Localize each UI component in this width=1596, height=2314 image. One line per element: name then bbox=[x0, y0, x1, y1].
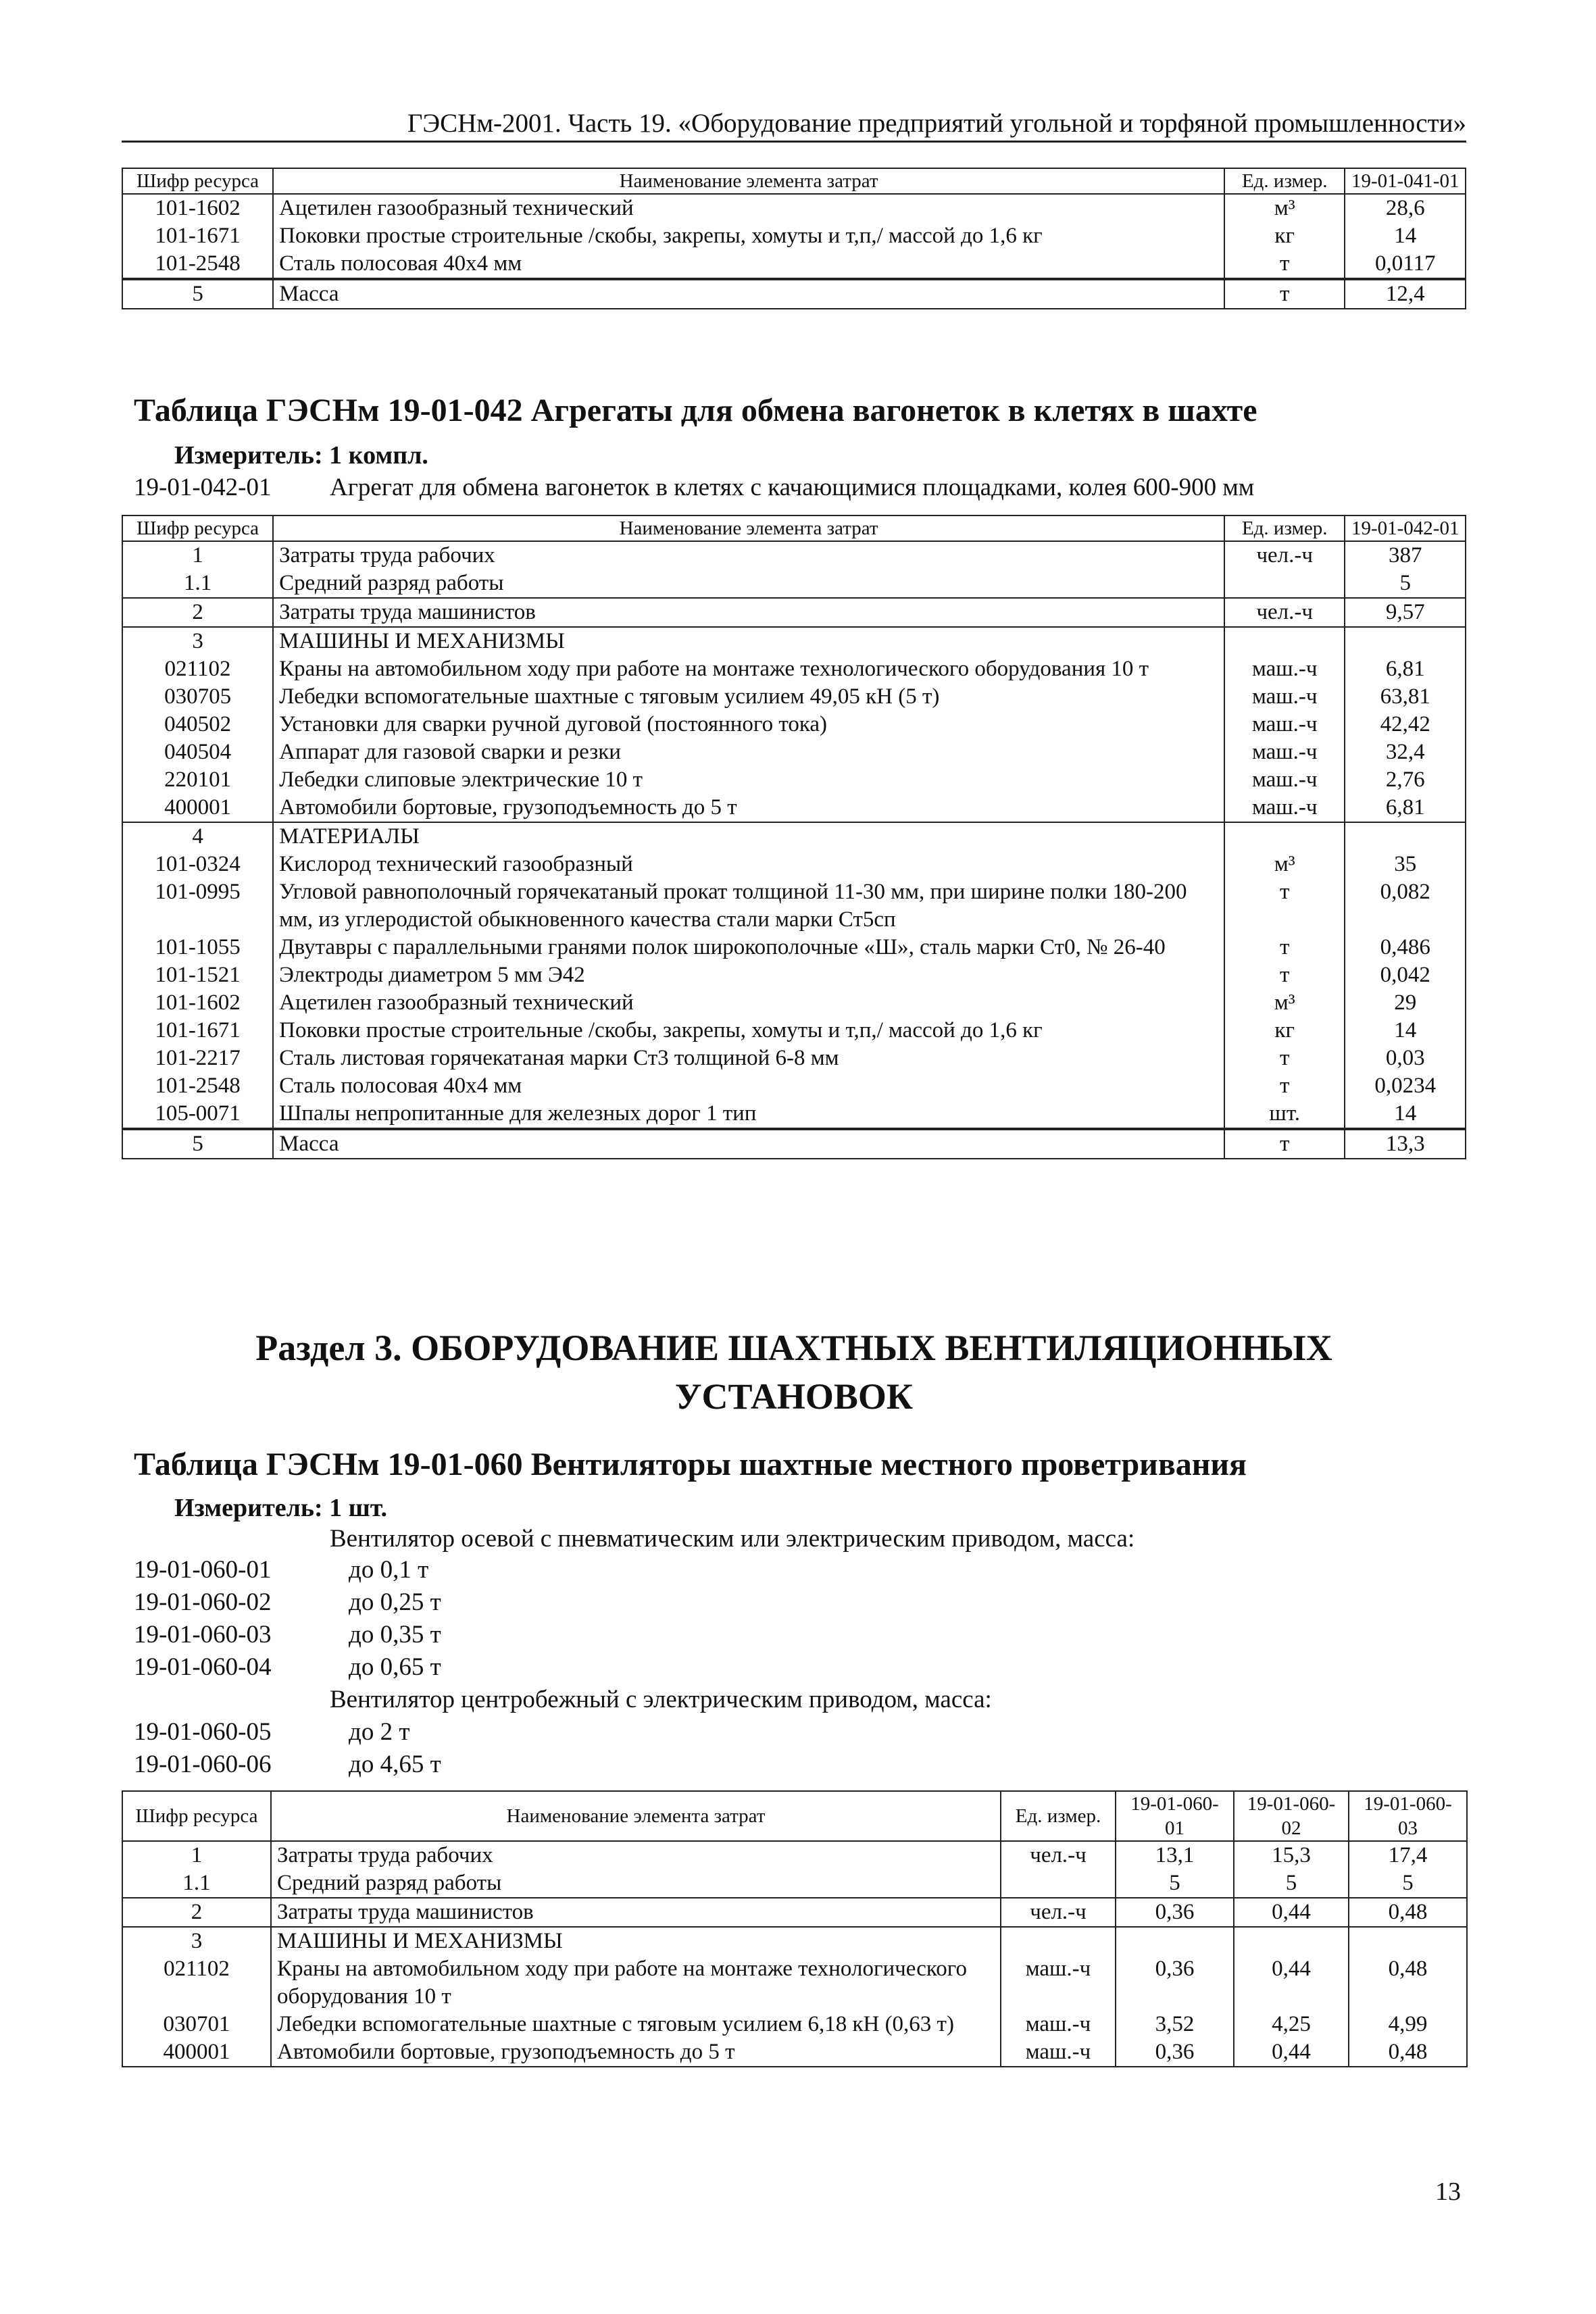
row-code: 030705 bbox=[122, 683, 273, 711]
row-code: 3 bbox=[122, 1927, 271, 1955]
row-code: 1 bbox=[122, 1841, 271, 1869]
row-code: 101-1602 bbox=[122, 989, 273, 1017]
row-unit: маш.-ч bbox=[1224, 655, 1345, 683]
col-header-code: Шифр ресурса bbox=[122, 1791, 271, 1841]
col-header-name: Наименование элемента затрат bbox=[273, 168, 1224, 194]
row-code: 4 bbox=[122, 822, 273, 851]
col-header-unit: Ед. измер. bbox=[1224, 515, 1345, 541]
section-heading: МАШИНЫ И МЕХАНИЗМЫ bbox=[271, 1927, 1001, 1955]
row-name: Ацетилен газообразный технический bbox=[273, 194, 1224, 222]
row-code: 101-1671 bbox=[122, 1017, 273, 1045]
empty-cell bbox=[1345, 822, 1466, 851]
row-value: 17,4 bbox=[1349, 1841, 1467, 1869]
row-name: Аппарат для газовой сварки и резки bbox=[273, 738, 1224, 766]
row-value: 5 bbox=[1116, 1869, 1234, 1898]
row-unit: т bbox=[1224, 1045, 1345, 1072]
row-unit: маш.-ч bbox=[1224, 738, 1345, 766]
row-unit bbox=[1001, 1869, 1116, 1898]
row-name: Затраты труда машинистов bbox=[271, 1898, 1001, 1927]
row-name: Поковки простые строительные /скобы, закрепы, хомуты и т,п,/ массой до 1,6 кг bbox=[273, 222, 1224, 250]
table-row bbox=[122, 851, 1466, 878]
table-042-item-code: 19-01-042-01 bbox=[134, 474, 272, 501]
grade-row bbox=[122, 570, 1466, 598]
col-header-060-01: 19-01-060-01 bbox=[1116, 1791, 1234, 1841]
table-042-title: Таблица ГЭСНм 19-01-042 Агрегаты для обмена вагонеток в клетях в шахте bbox=[134, 393, 1257, 428]
row-code: 5 bbox=[122, 1129, 273, 1159]
mass-row bbox=[122, 1129, 1466, 1159]
item-code: 19-01-060-04 bbox=[134, 1653, 272, 1681]
section-heading-line1: Раздел 3. ОБОРУДОВАНИЕ ШАХТНЫХ ВЕНТИЛЯЦИОННЫХ bbox=[255, 1328, 1332, 1368]
row-value: 29 bbox=[1345, 989, 1466, 1017]
row-value: 42,42 bbox=[1345, 711, 1466, 738]
row-value: 0,36 bbox=[1116, 1898, 1234, 1927]
empty-cell bbox=[1349, 1927, 1467, 1955]
table-row bbox=[122, 711, 1466, 738]
row-name: Электроды диаметром 5 мм Э42 bbox=[273, 961, 1224, 989]
row-unit: т bbox=[1224, 279, 1345, 309]
table-row bbox=[122, 878, 1466, 934]
row-value: 0,082 bbox=[1345, 878, 1466, 934]
col-header-041-01: 19-01-041-01 bbox=[1345, 168, 1466, 194]
item-code: 19-01-060-05 bbox=[134, 1718, 272, 1746]
row-code: 1 bbox=[122, 541, 273, 570]
table-041-continuation bbox=[122, 168, 1466, 309]
row-value: 13,1 bbox=[1116, 1841, 1234, 1869]
table-060 bbox=[122, 1790, 1468, 2067]
row-code: 021102 bbox=[122, 655, 273, 683]
row-code: 400001 bbox=[122, 2038, 271, 2067]
table-row bbox=[122, 794, 1466, 822]
table-row bbox=[122, 1955, 1467, 2011]
materials-heading-row bbox=[122, 822, 1466, 851]
row-code: 1.1 bbox=[122, 570, 273, 598]
row-code: 021102 bbox=[122, 1955, 271, 2011]
group-2-label: Вентилятор центробежный с электрическим приводом, масса: bbox=[330, 1686, 992, 1713]
row-unit bbox=[1224, 570, 1345, 598]
row-unit: м³ bbox=[1224, 194, 1345, 222]
row-value: 28,6 bbox=[1345, 194, 1466, 222]
table-row bbox=[122, 1100, 1466, 1129]
table-row bbox=[122, 766, 1466, 794]
row-name: Затраты труда рабочих bbox=[271, 1841, 1001, 1869]
row-value: 14 bbox=[1345, 222, 1466, 250]
row-value: 2,76 bbox=[1345, 766, 1466, 794]
row-value: 14 bbox=[1345, 1100, 1466, 1129]
operators-row bbox=[122, 1898, 1467, 1927]
row-name: Масса bbox=[273, 279, 1224, 309]
row-value: 35 bbox=[1345, 851, 1466, 878]
row-unit: чел.-ч bbox=[1224, 598, 1345, 627]
row-unit: кг bbox=[1224, 1017, 1345, 1045]
row-value: 0,48 bbox=[1349, 1898, 1467, 1927]
col-header-name: Наименование элемента затрат bbox=[273, 515, 1224, 541]
col-header-060-03: 19-01-060-03 bbox=[1349, 1791, 1467, 1841]
item-text: до 4,65 т bbox=[349, 1751, 441, 1778]
row-value: 0,44 bbox=[1234, 2038, 1349, 2067]
row-value: 0,042 bbox=[1345, 961, 1466, 989]
running-header: ГЭСНм-2001. Часть 19. «Оборудование предприятий угольной и торфяной промышленности» bbox=[407, 109, 1466, 138]
row-code: 101-1055 bbox=[122, 934, 273, 961]
row-code: 030701 bbox=[122, 2011, 271, 2038]
row-unit: маш.-ч bbox=[1001, 1955, 1116, 2011]
row-code: 400001 bbox=[122, 794, 273, 822]
table-row bbox=[122, 194, 1466, 222]
labor-row bbox=[122, 541, 1466, 570]
col-header-060-02: 19-01-060-02 bbox=[1234, 1791, 1349, 1841]
empty-cell bbox=[1224, 627, 1345, 655]
row-code: 101-2217 bbox=[122, 1045, 273, 1072]
row-value: 0,0234 bbox=[1345, 1072, 1466, 1100]
row-name: Установки для сварки ручной дуговой (постоянного тока) bbox=[273, 711, 1224, 738]
row-unit: т bbox=[1224, 934, 1345, 961]
table-row bbox=[122, 934, 1466, 961]
row-value: 6,81 bbox=[1345, 794, 1466, 822]
row-unit: т bbox=[1224, 878, 1345, 934]
item-text: до 2 т bbox=[349, 1718, 410, 1746]
row-unit: маш.-ч bbox=[1224, 794, 1345, 822]
row-unit: маш.-ч bbox=[1224, 683, 1345, 711]
row-name: Затраты труда рабочих bbox=[273, 541, 1224, 570]
table-row bbox=[122, 683, 1466, 711]
row-code: 101-1602 bbox=[122, 194, 273, 222]
row-value: 4,25 bbox=[1234, 2011, 1349, 2038]
row-name: Поковки простые строительные /скобы, закрепы, хомуты и т,п,/ массой до 1,6 кг bbox=[273, 1017, 1224, 1045]
row-unit: т bbox=[1224, 1129, 1345, 1159]
item-text: до 0,35 т bbox=[349, 1621, 441, 1649]
col-header-unit: Ед. измер. bbox=[1224, 168, 1345, 194]
row-name: Сталь листовая горячекатаная марки Ст3 толщиной 6-8 мм bbox=[273, 1045, 1224, 1072]
mass-row bbox=[122, 279, 1466, 309]
section-heading: МАТЕРИАЛЫ bbox=[273, 822, 1224, 851]
row-code: 101-0995 bbox=[122, 878, 273, 934]
row-unit: маш.-ч bbox=[1224, 766, 1345, 794]
col-header-name: Наименование элемента затрат bbox=[271, 1791, 1001, 1841]
table-row bbox=[122, 2038, 1467, 2067]
row-value: 0,48 bbox=[1349, 2038, 1467, 2067]
row-unit: маш.-ч bbox=[1224, 711, 1345, 738]
item-code: 19-01-060-01 bbox=[134, 1556, 272, 1584]
table-row bbox=[122, 1017, 1466, 1045]
row-code: 2 bbox=[122, 1898, 271, 1927]
row-value: 0,36 bbox=[1116, 1955, 1234, 2011]
row-code: 040502 bbox=[122, 711, 273, 738]
table-060-measure: Измеритель: 1 шт. bbox=[174, 1494, 388, 1522]
row-value: 15,3 bbox=[1234, 1841, 1349, 1869]
row-name: Лебедки вспомогательные шахтные с тяговым усилием 49,05 кН (5 т) bbox=[273, 683, 1224, 711]
labor-row bbox=[122, 1841, 1467, 1869]
row-name: Автомобили бортовые, грузоподъемность до 5 т bbox=[273, 794, 1224, 822]
row-unit: чел.-ч bbox=[1224, 541, 1345, 570]
row-value: 3,52 bbox=[1116, 2011, 1234, 2038]
row-code: 101-2548 bbox=[122, 1072, 273, 1100]
item-text: до 0,25 т bbox=[349, 1588, 441, 1616]
table-row bbox=[122, 655, 1466, 683]
row-unit: маш.-ч bbox=[1001, 2038, 1116, 2067]
row-unit: м³ bbox=[1224, 851, 1345, 878]
row-name: Краны на автомобильном ходу при работе на монтаже технологического оборудования 10 т bbox=[273, 655, 1224, 683]
row-name: Автомобили бортовые, грузоподъемность до 5 т bbox=[271, 2038, 1001, 2067]
table-row bbox=[122, 222, 1466, 250]
empty-cell bbox=[1224, 822, 1345, 851]
col-header-042-01: 19-01-042-01 bbox=[1345, 515, 1466, 541]
row-value: 0,36 bbox=[1116, 2038, 1234, 2067]
row-value: 32,4 bbox=[1345, 738, 1466, 766]
table-row bbox=[122, 250, 1466, 279]
row-value: 9,57 bbox=[1345, 598, 1466, 627]
row-code: 040504 bbox=[122, 738, 273, 766]
row-value: 12,4 bbox=[1345, 279, 1466, 309]
row-name: Угловой равнополочный горячекатаный прокат толщиной 11-30 мм, при ширине полки 180-200 мм, из углеродистой обыкновенного качества стали марки Ст5сп bbox=[273, 878, 1224, 934]
row-value: 6,81 bbox=[1345, 655, 1466, 683]
row-value: 0,44 bbox=[1234, 1955, 1349, 2011]
row-name: Масса bbox=[273, 1129, 1224, 1159]
row-code: 1.1 bbox=[122, 1869, 271, 1898]
row-value: 4,99 bbox=[1349, 2011, 1467, 2038]
machines-heading-row bbox=[122, 1927, 1467, 1955]
row-unit: шт. bbox=[1224, 1100, 1345, 1129]
row-name: Кислород технический газообразный bbox=[273, 851, 1224, 878]
page-number: 13 bbox=[1435, 2178, 1461, 2206]
row-name: Затраты труда машинистов bbox=[273, 598, 1224, 627]
row-name: Лебедки вспомогательные шахтные с тяговым усилием 6,18 кН (0,63 т) bbox=[271, 2011, 1001, 2038]
empty-cell bbox=[1116, 1927, 1234, 1955]
row-unit: маш.-ч bbox=[1001, 2011, 1116, 2038]
row-name: Двутавры с параллельными гранями полок широкополочные «Ш», сталь марки Ст0, № 26-40 bbox=[273, 934, 1224, 961]
item-text: до 0,65 т bbox=[349, 1653, 441, 1681]
row-code: 101-0324 bbox=[122, 851, 273, 878]
row-unit: м³ bbox=[1224, 989, 1345, 1017]
row-unit: т bbox=[1224, 1072, 1345, 1100]
row-code: 105-0071 bbox=[122, 1100, 273, 1129]
row-value: 14 bbox=[1345, 1017, 1466, 1045]
section-heading: МАШИНЫ И МЕХАНИЗМЫ bbox=[273, 627, 1224, 655]
row-name: Краны на автомобильном ходу при работе на монтаже технологического оборудования 10 т bbox=[271, 1955, 1001, 2011]
table-row bbox=[122, 2011, 1467, 2038]
header-rule bbox=[122, 141, 1466, 143]
row-value: 13,3 bbox=[1345, 1129, 1466, 1159]
item-code: 19-01-060-02 bbox=[134, 1588, 272, 1616]
row-value: 5 bbox=[1345, 570, 1466, 598]
row-unit: кг bbox=[1224, 222, 1345, 250]
item-code: 19-01-060-03 bbox=[134, 1621, 272, 1649]
table-042-item-text: Агрегат для обмена вагонеток в клетях с качающимися площадками, колея 600-900 мм bbox=[330, 474, 1255, 501]
row-name: Сталь полосовая 40х4 мм bbox=[273, 250, 1224, 279]
empty-cell bbox=[1234, 1927, 1349, 1955]
row-code: 2 bbox=[122, 598, 273, 627]
row-name: Средний разряд работы bbox=[273, 570, 1224, 598]
row-code: 5 bbox=[122, 279, 273, 309]
col-header-unit: Ед. измер. bbox=[1001, 1791, 1116, 1841]
row-value: 0,48 bbox=[1349, 1955, 1467, 2011]
operators-row bbox=[122, 598, 1466, 627]
row-value: 0,44 bbox=[1234, 1898, 1349, 1927]
table-row bbox=[122, 989, 1466, 1017]
row-name: Лебедки слиповые электрические 10 т bbox=[273, 766, 1224, 794]
row-code: 3 bbox=[122, 627, 273, 655]
row-value: 0,0117 bbox=[1345, 250, 1466, 279]
row-unit: чел.-ч bbox=[1001, 1898, 1116, 1927]
row-name: Ацетилен газообразный технический bbox=[273, 989, 1224, 1017]
row-value: 5 bbox=[1234, 1869, 1349, 1898]
table-row bbox=[122, 738, 1466, 766]
row-unit: т bbox=[1224, 250, 1345, 279]
row-value: 0,03 bbox=[1345, 1045, 1466, 1072]
group-1-label: Вентилятор осевой с пневматическим или электрическим приводом, масса: bbox=[330, 1525, 1135, 1553]
grade-row bbox=[122, 1869, 1467, 1898]
row-code: 101-1521 bbox=[122, 961, 273, 989]
machines-heading-row bbox=[122, 627, 1466, 655]
col-header-code: Шифр ресурса bbox=[122, 168, 273, 194]
row-code: 101-2548 bbox=[122, 250, 273, 279]
row-name: Средний разряд работы bbox=[271, 1869, 1001, 1898]
row-value: 0,486 bbox=[1345, 934, 1466, 961]
row-unit: чел.-ч bbox=[1001, 1841, 1116, 1869]
section-heading-line2: УСТАНОВОК bbox=[674, 1376, 914, 1417]
row-code: 220101 bbox=[122, 766, 273, 794]
table-060-title: Таблица ГЭСНм 19-01-060 Вентиляторы шахтные местного проветривания bbox=[134, 1447, 1247, 1482]
table-row bbox=[122, 1072, 1466, 1100]
empty-cell bbox=[1345, 627, 1466, 655]
col-header-code: Шифр ресурса bbox=[122, 515, 273, 541]
row-name: Сталь полосовая 40х4 мм bbox=[273, 1072, 1224, 1100]
row-value: 63,81 bbox=[1345, 683, 1466, 711]
table-042 bbox=[122, 515, 1466, 1159]
row-code: 101-1671 bbox=[122, 222, 273, 250]
item-code: 19-01-060-06 bbox=[134, 1751, 272, 1778]
table-042-measure: Измеритель: 1 компл. bbox=[174, 441, 428, 470]
row-unit: т bbox=[1224, 961, 1345, 989]
row-value: 387 bbox=[1345, 541, 1466, 570]
row-value: 5 bbox=[1349, 1869, 1467, 1898]
item-text: до 0,1 т bbox=[349, 1556, 429, 1584]
table-row bbox=[122, 1045, 1466, 1072]
empty-cell bbox=[1001, 1927, 1116, 1955]
row-name: Шпалы непропитанные для железных дорог 1 тип bbox=[273, 1100, 1224, 1129]
table-row bbox=[122, 961, 1466, 989]
